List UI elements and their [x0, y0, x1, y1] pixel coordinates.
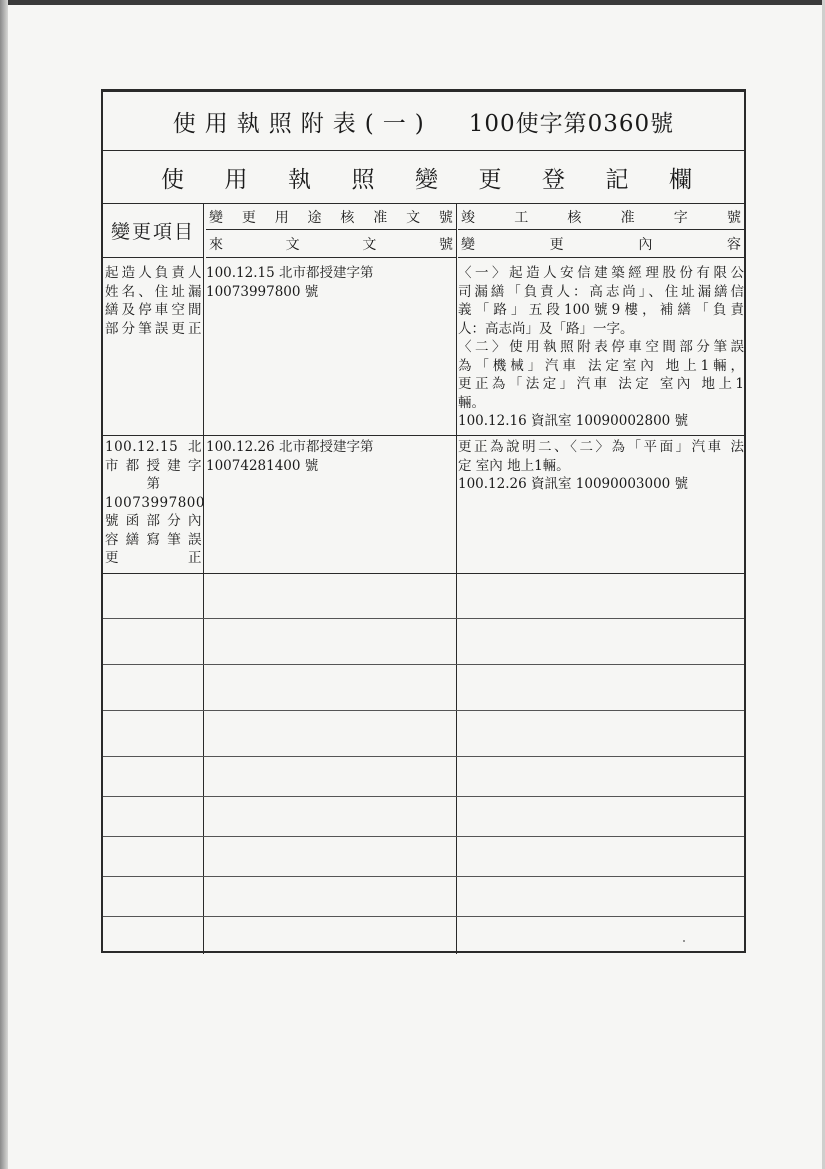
header-use-change-doc — [206, 204, 456, 230]
form-subtitle-char: 使 — [161, 166, 184, 193]
row2-doc-number: 100.12.26 北市都授建字第 10074281400 號 — [206, 439, 374, 474]
form-subtitle-row — [103, 151, 744, 204]
header-completion-doc-char: 工 — [514, 209, 529, 226]
row2-change-content: 更正為說明二、〈二〉為「平面」汽車 法 定 室內 地上1輛。 100.12.26 資訊室 10090003000 號 — [458, 439, 744, 492]
form-subtitle-char: 登 — [542, 166, 565, 193]
column-divider-1 — [203, 204, 204, 954]
form-title: 使用執照附表(一) — [172, 110, 433, 137]
form-subtitle — [103, 151, 744, 203]
form-subtitle-char: 用 — [224, 166, 248, 193]
row2-change-item: 100.12.15 北 市都授建字 第 10073997800 號函部分內 容繕寫筆誤 更正 — [105, 439, 205, 566]
row1-doc-number: 100.12.15 北市都授建字第 10073997800 號 — [206, 265, 374, 300]
form-subtitle-char: 記 — [605, 166, 629, 193]
row-divider — [103, 916, 744, 917]
header-change-content — [458, 230, 744, 258]
form-subtitle-char: 更 — [478, 166, 502, 193]
license-change-form — [101, 89, 746, 953]
header-completion-doc — [458, 204, 744, 230]
row-divider — [103, 435, 744, 436]
row-divider — [103, 876, 744, 877]
scan-speck — [683, 940, 685, 942]
column-divider-2 — [456, 204, 457, 954]
header-incoming-doc-char: 來 — [209, 236, 223, 253]
form-subtitle-char: 變 — [415, 166, 438, 193]
header-completion-doc-char: 竣 — [461, 209, 475, 226]
header-change-content-char: 更 — [549, 236, 564, 253]
header-use-change-doc-char: 變 — [209, 209, 223, 226]
header-completion-doc-char: 准 — [620, 209, 635, 226]
header-completion-doc-char: 核 — [567, 209, 582, 226]
form-title-row — [103, 92, 744, 151]
header-use-change-doc-char: 核 — [340, 209, 355, 226]
header-change-content-char: 變 — [461, 236, 475, 253]
scan-edge-top — [0, 0, 825, 5]
row-divider — [103, 756, 744, 757]
row-divider — [103, 710, 744, 711]
header-use-change-doc-char: 途 — [307, 209, 322, 226]
header-completion-doc-char: 號 — [726, 209, 741, 226]
header-use-change-doc-char: 准 — [373, 209, 388, 226]
row-divider — [103, 618, 744, 619]
form-subtitle-char: 欄 — [669, 166, 692, 193]
header-incoming-doc-char: 號 — [438, 236, 453, 253]
row-divider — [103, 796, 744, 797]
header-change-item: 變更項目 — [103, 204, 204, 258]
row-divider — [103, 664, 744, 665]
header-completion-doc-char: 字 — [673, 209, 688, 226]
header-use-change-doc-char: 號 — [438, 209, 453, 226]
header-use-change-doc-char: 更 — [241, 209, 256, 226]
form-subtitle-char: 照 — [351, 166, 375, 193]
form-subtitle-char: 執 — [288, 166, 311, 193]
row1-change-item: 起造人負責人 姓名、住址漏 繕及停車空間 部分筆誤更正 — [105, 265, 202, 337]
row-divider — [103, 836, 744, 837]
scan-edge-left — [0, 0, 8, 1169]
header-incoming-doc-char: 文 — [285, 236, 300, 253]
license-number: 100使字第0360號 — [468, 110, 675, 137]
header-incoming-doc — [206, 230, 456, 258]
row-divider — [103, 573, 744, 574]
header-use-change-doc-char: 文 — [406, 209, 421, 226]
header-change-content-char: 內 — [638, 236, 653, 253]
header-use-change-doc-char: 用 — [274, 209, 289, 226]
row1-change-content: 〈一〉起造人安信建築經理股份有限公 司漏繕「負責人：高志尚」、住址漏繕信 義「路」五段100號9樓，補繕「負責 人：高志尚」及「路」一字。 〈二〉使用執照附表停車空間部分筆誤 為「機械」汽車 法定室內 地上1輛， 更正為「法定」汽車 法定 室內 地上1 輛。 100.12.16 資訊室 10090002800 號 — [458, 265, 744, 429]
header-change-content-char: 容 — [726, 236, 741, 253]
header-incoming-doc-char: 文 — [362, 236, 377, 253]
